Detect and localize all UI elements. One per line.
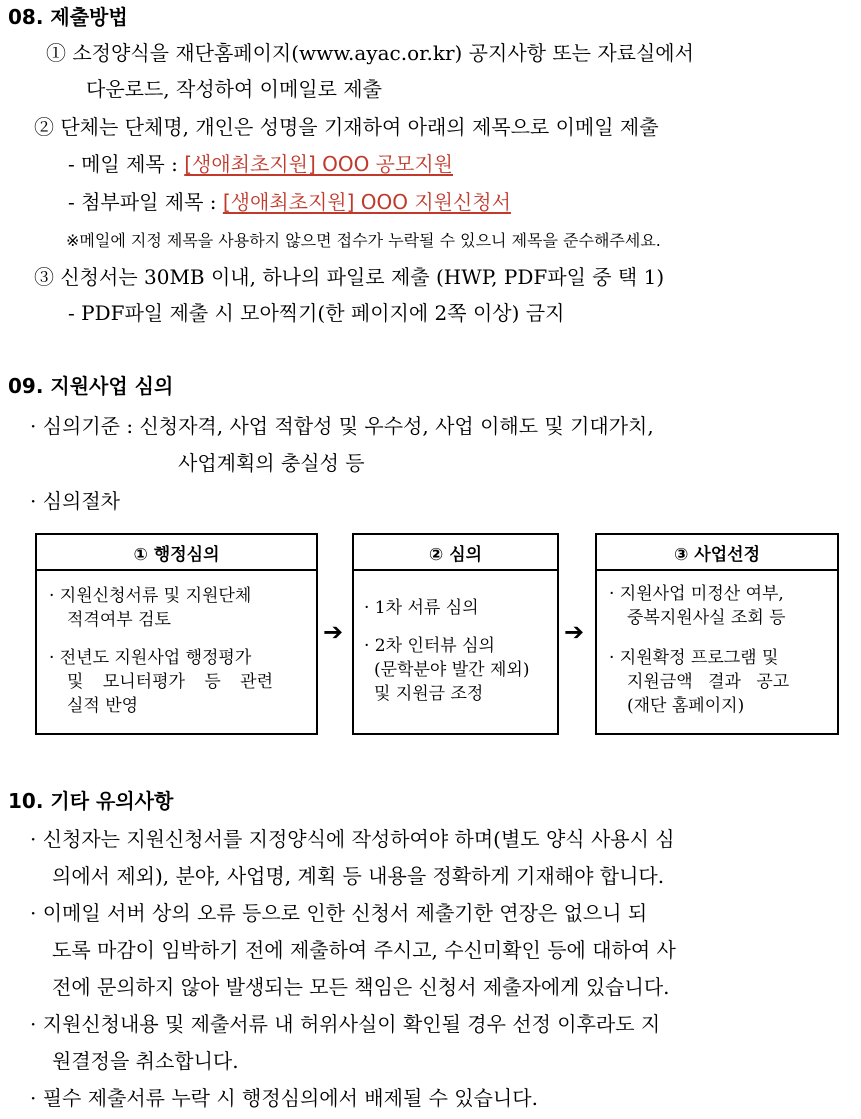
box-line: (재단 홈페이지) [627,696,745,716]
s08-note: ※메일에 지정 제목을 사용하지 않으면 접수가 누락될 수 있으니 제목을 준수해주세요. [66,231,661,250]
s10-bullet2-line2: 도록 마감이 임박하기 전에 제출하여 주시고, 수신미확인 등에 대하여 사 [52,938,676,962]
mail-subject-value: [생애최초지원] OOO 공모지원 [184,152,453,176]
s10-bullet1-line1: · 신청자는 지원신청서를 지정양식에 작성하여야 하며(별도 양식 사용시 심 [30,827,675,851]
box-line: · 2차 인터뷰 심의 [364,636,495,656]
s08-item2: ② 단체는 단체명, 개인은 성명을 기재하여 아래의 제목으로 이메일 제출 [34,115,659,139]
s09-procedure-label: · 심의절차 [30,489,120,513]
s10-bullet3-line2: 원결정을 취소합니다. [52,1049,239,1073]
arrow-right-icon: ➔ [323,618,344,646]
box-line: · 1차 서류 심의 [364,598,479,618]
process-box-admin-title: ① 행정심의 [37,535,316,571]
box-line: 지원금액 결과 공고 [627,672,790,692]
process-box-selection-title: ③ 사업선정 [597,535,837,571]
s10-bullet2-line1: · 이메일 서버 상의 오류 등으로 인한 신청서 제출기한 연장은 없으니 되 [30,901,648,925]
process-box-review [352,533,559,735]
process-box-review-title: ② 심의 [354,535,557,571]
section-10-title: 10. 기타 유의사항 [8,789,174,813]
s10-bullet1-line2: 의에서 제외), 분야, 사업명, 계획 등 내용을 정확하게 기재해야 합니다. [52,864,665,888]
box-line: · 지원사업 미정산 여부, [609,584,784,604]
attach-subject-label: - 첨부파일 제목 : [68,190,223,214]
s10-bullet2-line3: 전에 문의하지 않아 발생되는 모든 책임은 신청서 제출자에게 있습니다. [52,975,670,999]
s08-mail-subject [68,152,453,176]
s08-item3: ③ 신청서는 30MB 이내, 하나의 파일로 제출 (HWP, PDF파일 중 택 1) [34,265,665,289]
box-line: 적격여부 검토 [67,610,171,630]
process-box-admin [35,533,318,735]
mail-subject-label: - 메일 제목 : [68,152,185,176]
box-line: 및 모니터평가 등 관련 [67,672,274,692]
box-line: 실적 반영 [67,696,139,716]
section-08-title: 08. 제출방법 [8,5,128,29]
process-box-selection [595,533,839,735]
box-line: 및 지원금 조정 [374,684,484,704]
s08-attach-subject [68,190,511,214]
s10-bullet3-line1: · 지원신청내용 및 제출서류 내 허위사실이 확인될 경우 선정 이후라도 지 [30,1012,661,1036]
s09-criteria-line2: 사업계획의 충실성 등 [178,451,365,475]
s08-item1-line1: ① 소정양식을 재단홈페이지(www.ayac.or.kr) 공지사항 또는 자료실에서 [46,41,694,65]
box-line: · 지원신청서류 및 지원단체 [49,586,252,606]
s08-item3-sub: - PDF파일 제출 시 모아찍기(한 페이지에 2쪽 이상) 금지 [68,301,565,325]
arrow-right-icon: ➔ [564,618,585,646]
s08-item1-line2: 다운로드, 작성하여 이메일로 제출 [86,77,382,101]
attach-subject-value: [생애최초지원] OOO 지원신청서 [222,190,511,214]
s10-bullet4: · 필수 제출서류 누락 시 행정심의에서 배제될 수 있습니다. [30,1086,538,1110]
box-line: · 전년도 지원사업 행정평가 [49,648,252,668]
section-09-title: 09. 지원사업 심의 [8,374,174,398]
box-line: (문학분야 발간 제외) [374,660,530,680]
box-line: · 지원확정 프로그램 및 [609,648,779,668]
s09-criteria-line1: · 심의기준 : 신청자격, 사업 적합성 및 우수성, 사업 이해도 및 기대가치, [30,414,654,438]
box-line: 중복지원사실 조회 등 [627,608,786,628]
